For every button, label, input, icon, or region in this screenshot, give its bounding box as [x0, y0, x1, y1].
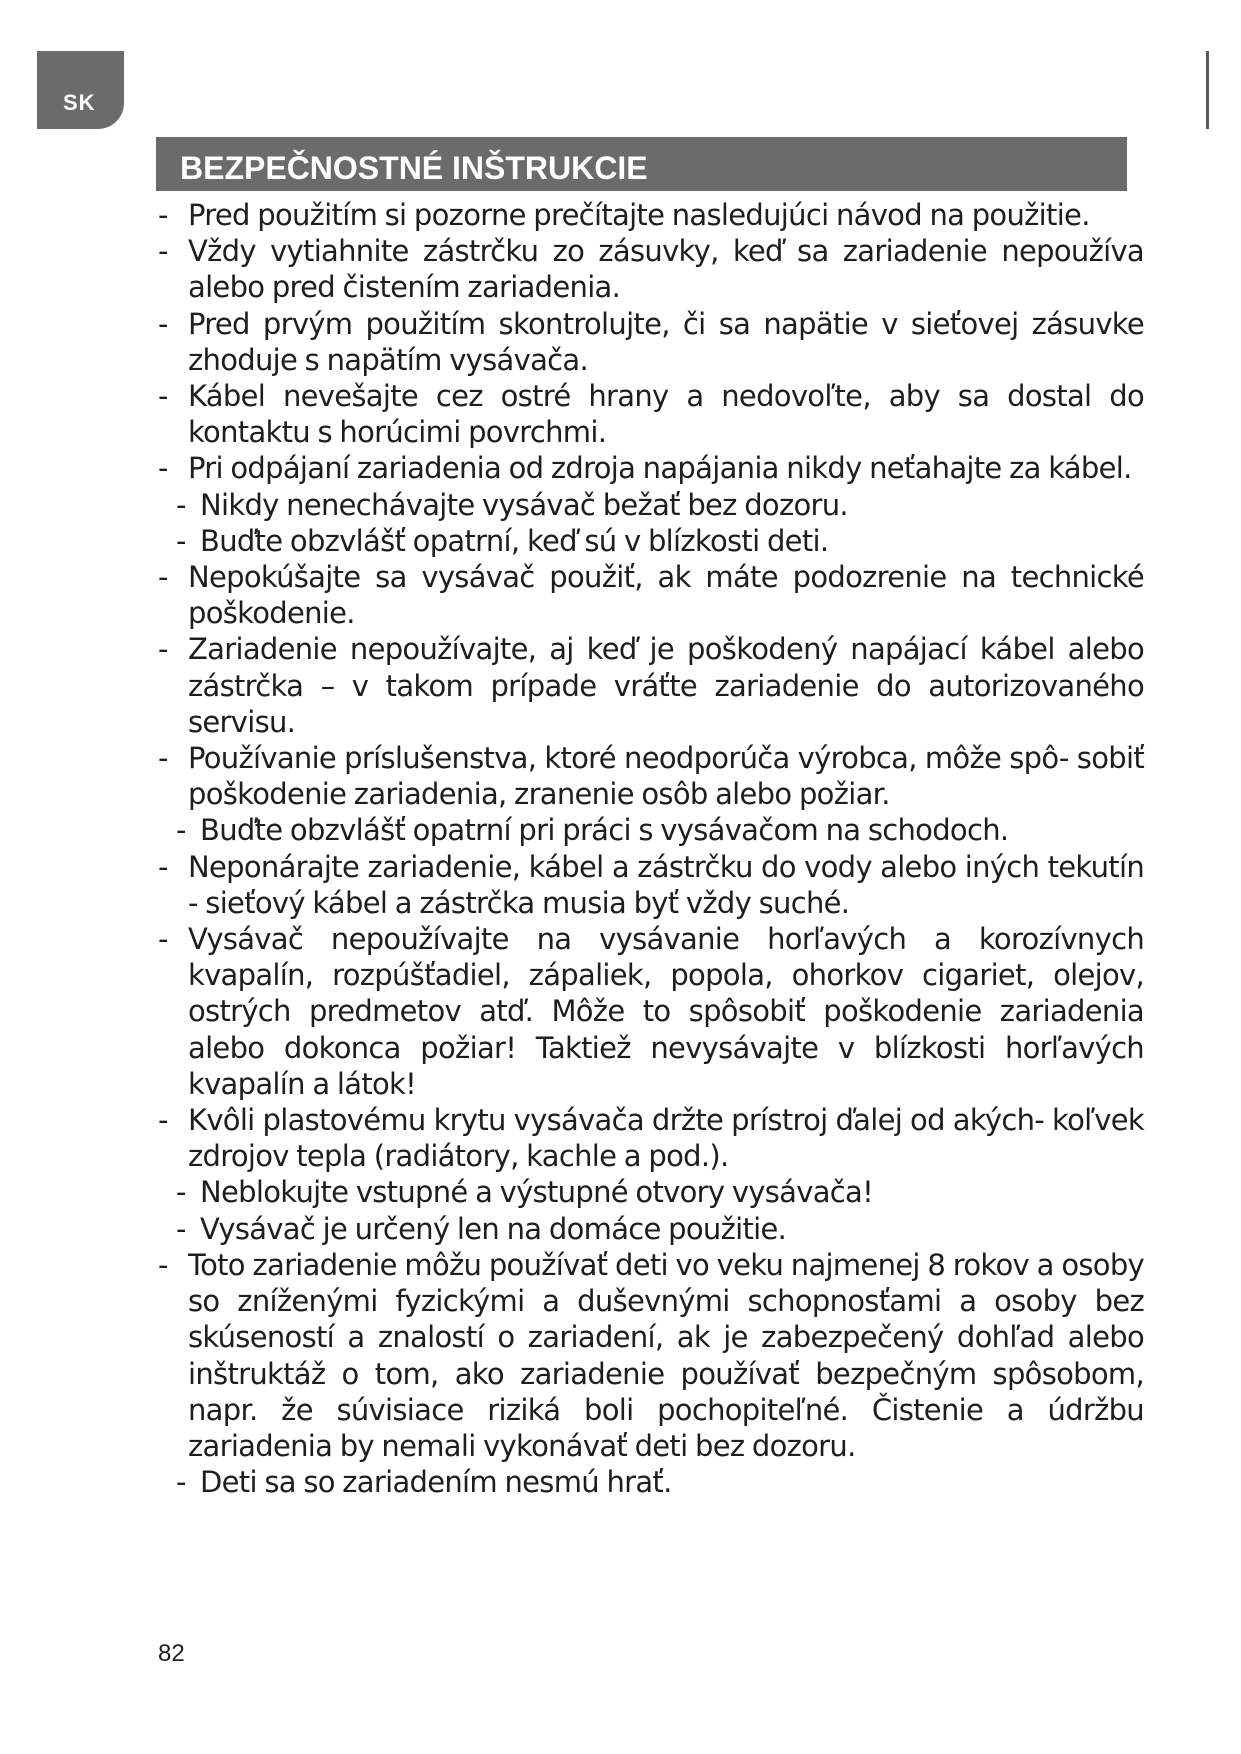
list-item — [150, 1247, 1144, 1464]
list-item-text: Pri odpájaní zariadenia od zdroja napájania nikdy neťahajte za kábel. — [188, 451, 1132, 486]
list-item — [150, 921, 1144, 1102]
list-item-text: Neblokujte vstupné a výstupné otvory vysávača! — [200, 1175, 874, 1210]
list-item-text: Nikdy nenechávajte vysávač bežať bez dozoru. — [200, 487, 848, 522]
bullet-dash: - — [176, 813, 186, 848]
list-item-text: Používanie príslušenstva, ktoré neodporúča výrobca, môže spô- sobiť poškodenie zariadenia, zranenie osôb alebo požiar. — [188, 741, 1144, 812]
list-item-text: Zariadenie nepoužívajte, aj keď je poškodený napájací kábel alebo zástrčka – v takom prípade vráťte zariadenie do autorizovaného servisu. — [188, 632, 1144, 739]
list-item — [150, 233, 1144, 305]
bullet-dash: - — [176, 523, 186, 558]
bullet-dash: - — [158, 451, 168, 486]
list-subitem — [150, 487, 1144, 523]
list-item-text: Neponárajte zariadenie, kábel a zástrčku do vody alebo iných tekutín - sieťový kábel a zástrčka musia byť vždy suché. — [188, 849, 1144, 920]
bullet-dash: - — [158, 922, 168, 957]
list-item — [150, 740, 1144, 812]
bullet-dash: - — [158, 741, 168, 776]
bullet-dash: - — [158, 849, 168, 884]
list-item — [150, 559, 1144, 631]
list-item — [150, 306, 1144, 378]
list-item — [150, 1102, 1144, 1174]
bullet-dash: - — [158, 198, 168, 232]
list-item — [150, 450, 1144, 486]
bullet-dash: - — [176, 487, 186, 522]
list-subitem — [150, 812, 1144, 848]
list-subitem — [150, 523, 1144, 559]
list-item-text: Buďte obzvlášť opatrní, keď sú v blízkosti deti. — [200, 523, 829, 558]
edge-divider — [1206, 51, 1209, 129]
list-item-text: Toto zariadenie môžu používať deti vo veku najmenej 8 rokov a osoby so zníženými fyzickými a duševnými schopnosťami a osoby bez skúseností a znalostí o zariadení, ak je zabezpečený dohľad alebo inštruktáž o tom, ako zariadenie používať bezpečným spôsobom, napr. že súvisiace riziká boli pochopiteľné. Čistenie a údržbu zariadenia by nemali vykonávať deti bez dozoru. — [188, 1247, 1144, 1463]
list-subitem — [150, 1211, 1144, 1247]
list-item — [150, 849, 1144, 921]
bullet-dash: - — [176, 1211, 186, 1246]
bullet-dash: - — [158, 560, 168, 595]
bullet-dash: - — [158, 306, 168, 341]
list-item-text: Vždy vytiahnite zástrčku zo zásuvky, keď sa zariadenie nepoužíva alebo pred čistením zariadenia. — [188, 234, 1144, 305]
list-item-text: Buďte obzvlášť opatrní pri práci s vysávačom na schodoch. — [200, 813, 1009, 848]
list-item-text: Nepokúšajte sa vysávač použiť, ak máte podozrenie na technické poškodenie. — [188, 560, 1144, 631]
list-subitem — [150, 1464, 1144, 1500]
bullet-dash: - — [176, 1175, 186, 1210]
bullet-dash: - — [158, 1103, 168, 1138]
list-item — [150, 378, 1144, 450]
list-subitem — [150, 1174, 1144, 1210]
bullet-dash: - — [158, 234, 168, 269]
list-item-text: Kvôli plastovému krytu vysávača držte prístroj ďalej od akých- koľvek zdrojov tepla (radiátory, kachle a pod.). — [188, 1103, 1144, 1174]
bullet-dash: - — [158, 1247, 168, 1282]
bullet-dash: - — [158, 379, 168, 414]
bullet-dash: - — [158, 632, 168, 667]
language-tab: SK — [37, 51, 124, 129]
list-item — [150, 631, 1144, 740]
bullet-dash: - — [176, 1465, 186, 1500]
section-title: BEZPEČNOSTNÉ INŠTRUKCIE — [156, 137, 1127, 191]
list-item-text: Kábel nevešajte cez ostré hrany a nedovoľte, aby sa dostal do kontaktu s horúcimi povrchmi. — [188, 379, 1144, 450]
list-item — [150, 197, 1144, 233]
list-item-text: Pred prvým použitím skontrolujte, či sa napätie v sieťovej zásuvke zhoduje s napätím vysávača. — [188, 306, 1144, 377]
safety-instructions-list — [150, 197, 1144, 1500]
list-item-text: Vysávač nepoužívajte na vysávanie horľavých a korozívnych kvapalín, rozpúšťadiel, zápaliek, popola, ohorkov cigariet, olejov, ostrých predmetov atď. Môže to spôsobiť poškodenie zariadenia alebo dokonca požiar! Taktiež nevysávajte v blízkosti horľavých kvapalín a látok! — [188, 922, 1144, 1101]
page-number: 82 — [158, 1640, 185, 1667]
list-item-text: Vysávač je určený len na domáce použitie. — [200, 1211, 787, 1246]
list-item-text: Deti sa so zariadením nesmú hrať. — [200, 1465, 672, 1500]
list-item-text: Pred použitím si pozorne prečítajte nasledujúci návod na použitie. — [188, 198, 1090, 232]
